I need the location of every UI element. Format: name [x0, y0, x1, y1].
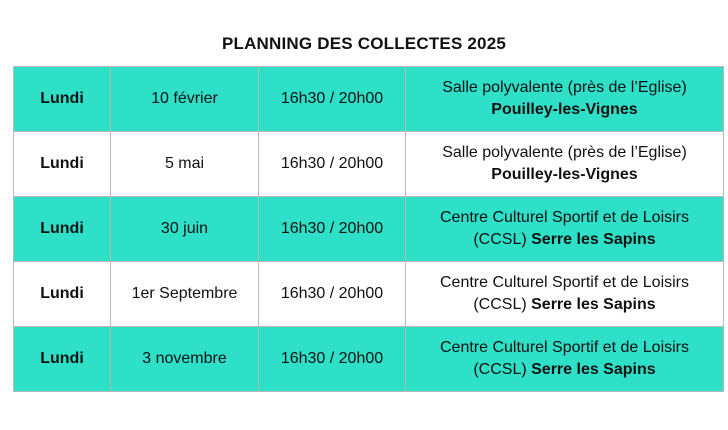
location-town-line [410, 294, 719, 316]
location-town-line [410, 99, 719, 121]
date-cell: 1er Septembre [111, 262, 259, 327]
day-cell: Lundi [14, 327, 111, 392]
location-cell [406, 262, 724, 327]
date-cell: 30 juin [111, 197, 259, 262]
day-cell: Lundi [14, 197, 111, 262]
table-row [14, 327, 724, 392]
location-venue: Salle polyvalente (près de l’Eglise) [442, 79, 687, 96]
day-cell: Lundi [14, 262, 111, 327]
day-cell: Lundi [14, 132, 111, 197]
time-cell: 16h30 / 20h00 [259, 132, 406, 197]
date-cell: 3 novembre [111, 327, 259, 392]
location-venue: Centre Culturel Sportif et de Loisirs [440, 209, 689, 226]
date-cell: 5 mai [111, 132, 259, 197]
location-town: Pouilley-les-Vignes [491, 166, 638, 183]
location-town: Serre les Sapins [531, 361, 656, 378]
location-prefix: (CCSL) [473, 361, 532, 378]
time-cell: 16h30 / 20h00 [259, 262, 406, 327]
table-row [14, 67, 724, 132]
location-prefix: (CCSL) [473, 296, 532, 313]
location-town: Pouilley-les-Vignes [491, 101, 638, 118]
location-town: Serre les Sapins [531, 231, 656, 248]
day-cell: Lundi [14, 67, 111, 132]
location-prefix: (CCSL) [473, 231, 532, 248]
page-title: PLANNING DES COLLECTES 2025 [221, 34, 507, 53]
date-cell: 10 février [111, 67, 259, 132]
location-town-line [410, 359, 719, 381]
location-cell [406, 132, 724, 197]
table-row [14, 262, 724, 327]
location-town: Serre les Sapins [531, 296, 656, 313]
table-row [14, 197, 724, 262]
location-venue: Salle polyvalente (près de l’Eglise) [442, 144, 687, 161]
time-cell: 16h30 / 20h00 [259, 197, 406, 262]
location-venue: Centre Culturel Sportif et de Loisirs [440, 274, 689, 291]
location-town-line [410, 229, 719, 251]
location-cell [406, 327, 724, 392]
location-cell [406, 67, 724, 132]
location-cell [406, 197, 724, 262]
location-venue: Centre Culturel Sportif et de Loisirs [440, 339, 689, 356]
time-cell: 16h30 / 20h00 [259, 327, 406, 392]
collection-schedule-table [13, 66, 724, 392]
location-town-line [410, 164, 719, 186]
time-cell: 16h30 / 20h00 [259, 67, 406, 132]
table-row [14, 132, 724, 197]
